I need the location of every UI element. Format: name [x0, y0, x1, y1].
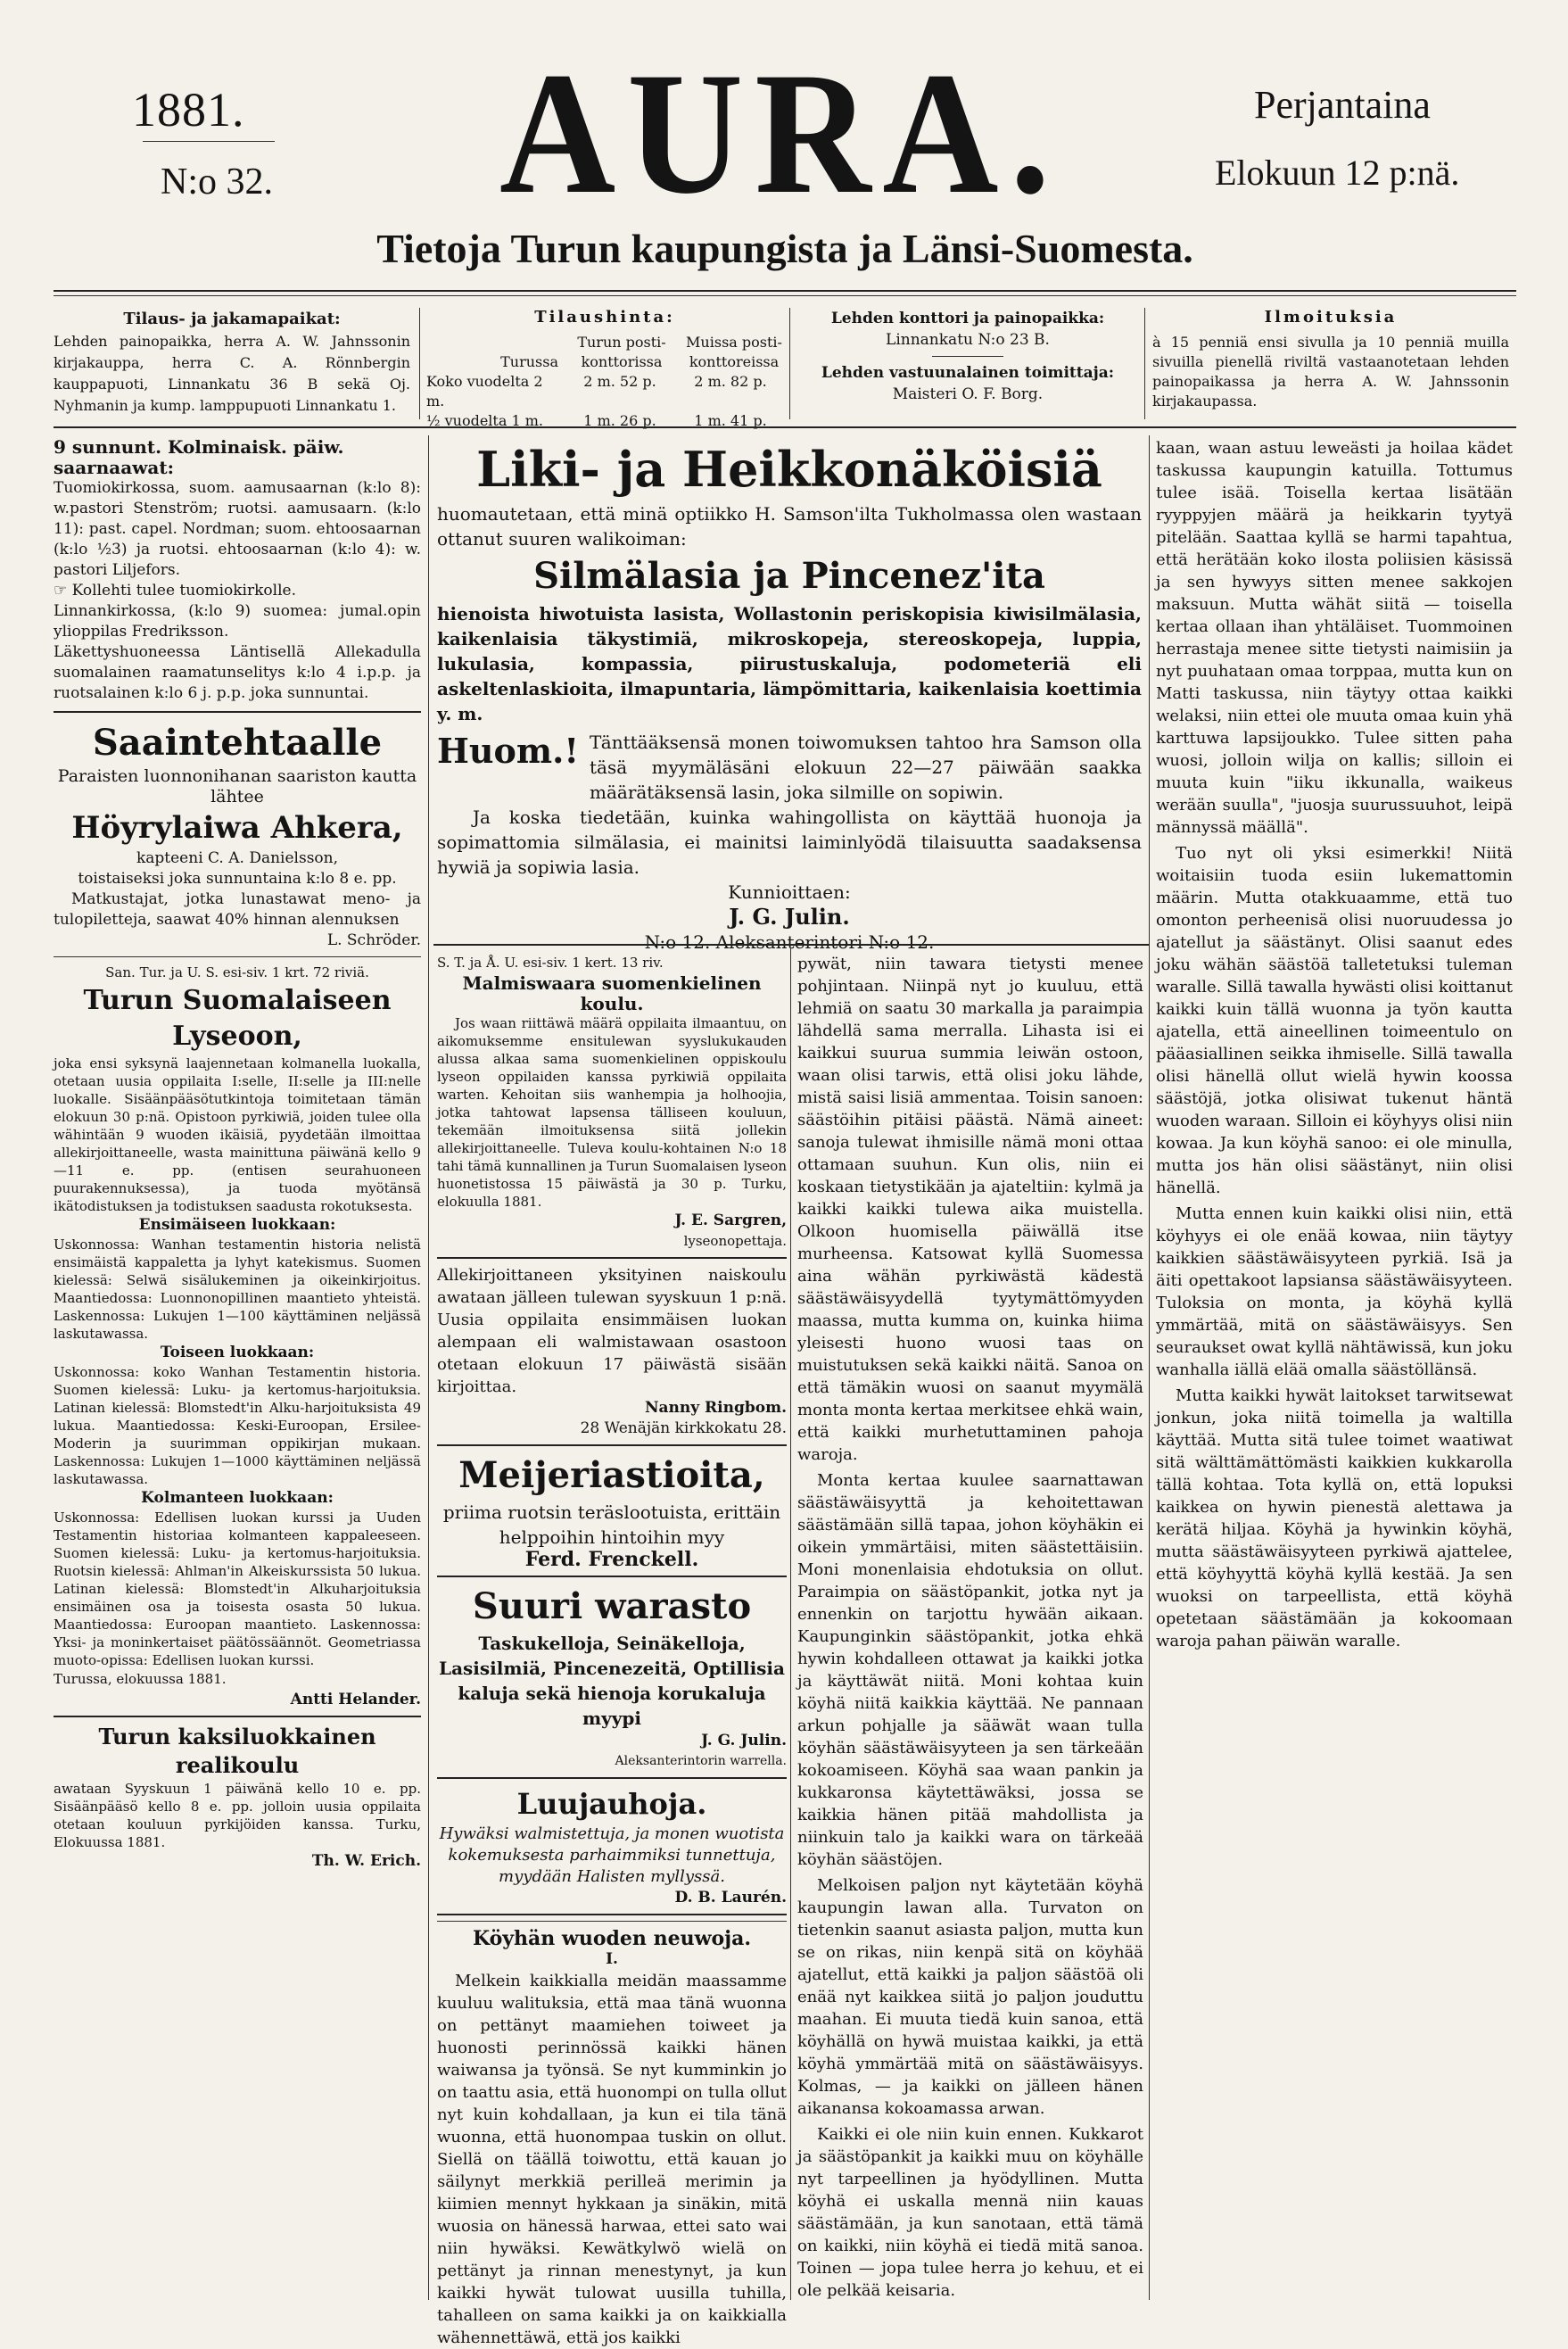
year: 1881. [132, 83, 245, 136]
ad-lyceum-sub2: Toiseen luokkaan: [160, 1344, 315, 1361]
church-text: Tuomiokirkossa, suom. aamusaarnan (k:lo 8): w.pastori Stenström; ruotsi. aamusaarn. (k:lo 11): past. capel. Nordman; suom. ehtoosaarnan (k:lo ½3) ja ruotsi. ehtoosaarnan (k:lo 4): w. pastori Liljefors. [54, 479, 421, 579]
church-text-2: Linnankirkossa, (k:lo 9) suomea: jumal.opin ylioppilas Fredriksson. [54, 602, 421, 641]
ad-school-head: S. T. ja Å. U. esi-siv. 1 kert. 13 riv. [437, 955, 664, 971]
column-3 [797, 953, 1143, 2300]
ad-ship-captain: kapteeni C. A. Danielsson, [136, 849, 339, 867]
ad-lyceum-sub1-text: Uskonnossa: Wanhan testamentin historia nelistä ensimäistä kappaletta ja lyhyt katekismus. Suomen kielessä: Selwä sisälukeminen ja oikeinkirjoitus. Maantiedossa: Luonnonopillinen maantieto yhteistä. Laskennossa: Lukujen 1—100 käyttäminen neljässä laskutawassa. [54, 1237, 421, 1342]
ad-ship-signature: L. Schröder. [326, 931, 421, 949]
article-number: I. [606, 1950, 618, 1968]
article-text: Melkein kaikkialla meidän maassamme kuuluu walituksia, että maa tänä wuonna on pettänyt maamiehen toiweet ja huonosti perinnössä kaikki hänen waiwansa ja työnsä. Se nyt kumminkin jo on taattu asia, että huonompi on tulla ollut nyt kuin kohdallaan, ja kun ei tila tänä wuonna, että huonompaa tuskin on ollut. Siellä on täällä toiwottu, että kauan jo säilynyt merkkiä perilleä merimin ja kiimien mennyt hykkaan ja sinäkin, mitä wuosia on hänessä harwaa, ettei sato wai niin hywäksi. Kewätkylwö wielä on pettänyt ja rinnan menestynyt, ja kun kaikki hywät tulowat uusilla tuhilla, tahalleen on sama kaikki ja on kaikkialla wähennettäwä, että jos kaikki [437, 1972, 787, 2347]
price-half-turku-post: 1 m. 26 p. [583, 412, 656, 429]
ad-stock-text: Taskukelloja, Seinäkelloja, Lasisilmiä, Pincenezeitä, Optillisia kaluja sekä hienoja korukaluja myypi [439, 1633, 785, 1729]
office-address: Linnankatu N:o 23 B. [886, 331, 1050, 349]
col-head-turku-post: Turun posti-konttorissa [577, 334, 666, 370]
optician-advertisement [437, 437, 1142, 953]
issue-date: Elokuun 12 p:nä. [1215, 153, 1460, 193]
info-box-ads [1152, 308, 1509, 415]
info-title: Tilaus- ja jakamapaikat: [123, 310, 341, 328]
article-continued-1: pywät, niin tawara tietysti menee pohjintaan. Niinpä nyt jo kuuluu, että lehmiä on saatu 30 markalla ja paraimpia lähdellä sama merralla. Lihasta isi ei kaikkui suurua summia leiwän ostoon, waan olisi tarwis, että olisi joku lähde, mistä saisi lisiä ammentaa. Toisin sanoen: säästöihin pitäisi päästä. Nämä aineet: sanoja tulewat ihmisille nämä moni ottaa ottamaan suuhun. Kun olis, niin ei koskaan tietystikään ja ajateltiin: kylmä ja kaikki kaikki tulewa aika muistella. Olkoon huomisella päiwällä itse murheensa. Katsowat kyllä Suomessa aina wähän pyrkiwästä kädestä säästäwäisyydellä tyytymättömyyden maassa, mutta kumma on, kuinka hiima yleisesti huono wuosi taas on muistutuksen sekä kaikki näitä. Sanoa on että tämäkin wuosi on saanut myymälä monta monta kertaa merkitsee ehkä wain, että kaikki murhetuttaminen pahoja waroja. [797, 955, 1143, 1464]
ad-lyceum-sub1: Ensimäiseen luokkaan: [138, 1216, 336, 1234]
ad-dairy-title: Meijeriastioita, [458, 1454, 765, 1496]
price-half-other-post: 1 m. 41 p. [694, 412, 767, 429]
optician-note-label: Huom.! [437, 731, 579, 771]
article-col4-4: Mutta kaikki hywät laitokset tarwitsewat jonkun, joka niitä toimella ja waltilla käyttää. Mutta sitä tulee toimet waatiwat sitä wälttämättömästi kaikkien kukkarolla tällä kohtaa. Tota kyllä on, että lopuksi kaikkea on hywin pienestä alettawa ja kerätä hiljaa. Köyhä ja hywinkin köyhä, mutta säästäwäisyyteen pyrkiwä ajattelee, että köyhyyttä köyhä kyllä kestää. Ja sen wuoksi on tarpeellista, että köyhä opetetaan säästämään ja kokoomaan waroja pahan päiwän waralle. [1156, 1386, 1513, 1650]
newspaper-subtitle: Tietoja Turun kaupungista ja Länsi-Suomesta. [376, 226, 1193, 271]
ad-realschool-text: awataan Syyskuun 1 päiwänä kello 10 e. pp. Sisäänpääsö kello 8 e. pp. jolloin uusia oppilaita otetaan kouluun pyrkijöiden kanssa. Turku, Elokuussa 1881. [54, 1781, 421, 1850]
ad-stock-address: Aleksanterintorin warrella. [615, 1754, 787, 1768]
ad-bonemeal-text: Hywäksi walmistettuja, ja monen wuotista kokemuksesta parhaimmiksi tunnettuja, myydään Halisten myllyssä. [439, 1824, 785, 1886]
editor-name: Maisteri O. F. Borg. [892, 385, 1044, 403]
church-heading: 9 sunnunt. Kolminaisk. päiw. saarnaawat: [54, 436, 344, 478]
article-continued-2: Monta kertaa kuulee saarnattawan säästäwäisyyttä ja kehoitettawan säästämään sillä tapaa, johon köyhäkin ei oikein ymmärtäisi, miten säästettäisiin. Moni monenlaisia ehdotuksia on ollut. Paraimpia on säästöpankit, jotka nyt ja ennenkin on tarjottu hywään aikaan. Kaupunginkin säästöpankit, jotka ehkä hywin kohdalleen ottawat ja kaikki jotka ja käyttäwät niitä. Moni kohtaa kuin köyhä niitä kaikkia käyttää. Ne pannaan arkun pohjalle ja sääwät waan tulla köyhän säästäwäisyyteen ja sen tärkeään kokoamiseen. Köyhä saa waan pankin ja kukkaronsa käytettäwäksi, jossa se kaikkia hänen pitää mahdollista ja niinkuin talo ja kaikki wara on tärkeää köyhän säästöjen. [797, 1471, 1143, 1869]
optician-advice: Ja koska tiedetään, kuinka wahingollista on käyttää huonoja ja sopimattomia silmälasia, ei mainitsi laiminlyödä tilaisuutta saadaksensa hywiä ja sopiwia lasia. [437, 806, 1142, 878]
ad-school-signature-title: lyseonopettaja. [683, 1233, 787, 1249]
ad-lyceum-sub3-text: Uskonnossa: Edellisen luokan kurssi ja Uuden Testamentin historiaa kolmanteen kappaleeseen. Suomen kielessä: Luku- ja kertomus-harjoituksia. Ruotsin kielessä: Ahlman'in Alkeiskurssista 50 lukua. Latinan kielessä: Blomstedt'in Alkuharjoituksia ensimäinen osa ja toisesta osasta 50 lukua. Maantiedossa: Euroopan maantieto. Laskennossa: Yksi- ja moninkertaiset päätössäännöt. Geometriassa muoto-opissa: Edellisen luokan kurssi. [54, 1509, 421, 1668]
ad-bonemeal-title: Luujauhoja. [516, 1787, 707, 1821]
info-box-subscription-places [54, 308, 410, 415]
ad-lyceum-place: Turussa, elokuussa 1881. [54, 1671, 227, 1687]
church-note-text: Kollehti tulee tuomiokirkolle. [71, 582, 296, 600]
info-box-office [798, 308, 1137, 419]
optician-address: N:o 12. Aleksanterintori N:o 12. [644, 931, 935, 953]
price-half: ½ vuodelta 1 m. [426, 412, 543, 429]
info-title: Tilaushinta: [534, 308, 675, 327]
ad-ship-discount: Matkustajat, jotka lunastawat meno- ja tulopiletteja, saawat 40% hinnan alennuksen [54, 890, 421, 929]
ad-ship-title: Saaintehtaalle [92, 722, 383, 764]
weekday: Perjantaina [1254, 83, 1431, 127]
ad-ship-name: Höyrylaiwa Ahkera, [71, 810, 403, 846]
ad-dairy-text: priima ruotsin teräslootuista, erittäin helppoihin hintoihin myy [442, 1501, 781, 1548]
col-head-turku: Turussa [500, 353, 558, 370]
optician-signature: J. G. Julin. [729, 904, 850, 930]
price-year: Koko vuodelta 2 m. [426, 373, 543, 409]
ad-lyceum-title: Turun Suomalaiseen [83, 985, 392, 1016]
article-title: Köyhän wuoden neuwoja. [472, 1927, 752, 1950]
price-year-turku-post: 2 m. 52 p. [583, 373, 656, 390]
ad-bonemeal-signature: D. B. Laurén. [674, 1889, 787, 1906]
church-text-3: Läkettyshuoneessa Läntisellä Allekadulla suomalainen raamatunselitys k:lo 4 i.p.p. ja ruotsalainen k:lo 6 j. p.p. joka sunnuntai. [54, 643, 421, 702]
article-col4-3: Mutta ennen kuin kaikki olisi niin, että köyhyys ei ole enää kowaa, niin täytyy kaikkien säästäwäisyyteen pyrkiä. Isä ja äiti opettakoot lapsiansa säästäwäisyyteen. Tuloksia on monta, ja köyhä kyllä ymmärtää, mitä on säästäwäisyys. Sen seuraukset owat kyllä nähtäwissä, kun joku wanhalla iällä elää omalla säästöllänsä. [1156, 1204, 1513, 1379]
ad-lyceum-signature: Antti Helander. [290, 1691, 421, 1708]
ad-lyceum-sub2-text: Uskonnossa: koko Wanhan Testamentin historia. Suomen kielessä: Luku- ja kertomus-harjoituksia. Latinan kielessä: Blomstedt'in Alku-harjoituksista 49 lukua. Maantiedossa: Keski-Euroopan, Ersilee-Moderin ja suurimman oppikirjan mukaan. Laskennossa: Lukujen 1—1000 käyttäminen neljässä laskutawassa. [54, 1364, 421, 1487]
info-box-subscription-price [426, 308, 783, 429]
optician-subtitle: Silmälasia ja Pincenez'ita [533, 555, 1045, 597]
article-continued-4: Kaikki ei ole niin kuin ennen. Kukkarot ja säästöpankit ja kaikki muu on köyhälle nyt tarpeellinen ja hyödyllinen. Mutta köyhä ei uskalla mennä niin kauas säästämään, ja kun sanotaan, että tämä on kaikki, niin köyhä ei tiedä mitä sanoa. Toinen — jopa tulee herra jo kehuu, et ei ole pelkää keisariа. [797, 2125, 1143, 2300]
article-col4-1: kaan, waan astuu leweästi ja hoilaa kädet taskussa kaupungin katuilla. Tottumus tulee isää. Toisella kertaa lisätään ryyppyjen määrä ja heikkarin tyytyä pitelään. Saattaa kyllä se harmi tapahtua, että herätään koko ilosta poliisien käsissä ja sen hywyys sitten menee sakkojen maksuun. Mutta wähät siitä — toisella kertaa ollaan ihan yhtäläiset. Tuommoinen herrastaja menee sitte tietysti naimisiin ja nyt puuhataan omaa torppaa, mutta kun on Matti taskussa, niin täytyy ottaa kaikki welaksi, niin ettei ole muuta omaa kuin yhä karttuwa lapsijoukko. Tulee sitten paha wuosi, jolloin wilja on kallis; silloin ei muuta kuin "iiku ikkunalla, waikeus werään suulla", "juosja suurussuuhot, leipä männyssä määllä". [1156, 439, 1513, 837]
article-continued-3: Melkoisen paljon nyt käytetään köyhä kaupungin lawan alla. Turvaton on tietenkin saanut asiasta paljon, mutta kun se on rikas, niin kenpä sitä on köyhää ajatellut, että kaikki ja paljon säästöä oli enää nyt kaikkea siitä jo paljon jouduttu maahan. Ei muuta tiedä kuin sanoa, että köyhällä on hywä muistaa kaikki, ja että köyhä ymmärtää mitä on säästäwäisyys. Kolmas, — ja kaikki on jälleen hänen aikanansa kokoamassa arwan. [797, 1876, 1143, 2118]
newspaper-title: AURA. [499, 37, 1062, 230]
ad-lyceum-head: San. Tur. ja U. S. esi-siv. 1 krt. 72 riviä. [105, 964, 369, 980]
optician-title: Liki- ja Heikkonäköisiä [476, 441, 1102, 498]
info-text: à 15 penniä ensi sivulla ja 10 penniä muilla sivuilla pienellä riviltä vastaanotetaan lehden painopaikassa ja herra A. W. Jahnssonin kirjakaupassa. [1152, 334, 1509, 409]
ad-girls-school-address: 28 Wenäjän kirkkokatu 28. [580, 1419, 787, 1437]
column-1 [54, 437, 421, 2302]
column-2 [437, 953, 787, 2347]
ad-stock-signature: J. G. Julin. [701, 1732, 787, 1749]
price-year-other-post: 2 m. 82 p. [694, 373, 767, 390]
optician-note-text: Tänttääksensä monen toiwomuksen tahtoo hra Samson olla täsä myymäläsäni elokuun 22—27 päiwään saakka määrätäksensä lasin, joka silmille on sopiwin. [590, 732, 1142, 803]
info-title: Ilmoituksia [1264, 308, 1398, 327]
article-col4-2: Tuo nyt oli yksi esimerkki! Niitä woitaisiin tuoda esiin lukemattomin määrin. Mutta otakkuaamme, että tuo omonton perheenisä olisi nuoruudessa jo ajatellut ja säästänyt. Olisi saanut edes joku wähän säästöä talletetuksi tuleman waralle. Sillä tawalla hywästi olisi koittanut kaikki kuin tällä wuonna ja työn kautta ajatella, että aineellinen toimeentulo on pääasiallinen seikka ihmiselle. Sillä tawalla olisi hänellä ollut wielä hywin koossa säästöjä, jotka olisiwat tukenut häntä wuoden waraan. Silloin ei köyhyys olisi niin kowaa. Ja kun köyhä sanoo: ei ole minulla, mutta jos hän olisi säästänyt, niin olisi hänellä. [1156, 844, 1513, 1197]
ad-lyceum-sub3: Kolmanteen luokkaan: [141, 1489, 334, 1507]
ad-lyceum-text: joka ensi syksynä laajennetaan kolmanella luokalla, otetaan uusia oppilaita I:selle, II:selle ja III:nelle luokalle. Sisäänpääsötutkintoja toimitetaan tämän elokuun 30 p:nä. Opistoon pyrkiwiä, joiden tulee olla wähintään 9 wuoden ikäisiä, pyydetään ilmoittaa allekirjoittaneelle, wasta mainittuna päiwänä kello 9—11 e. pp. (entisen seurahuoneen puurakennuksessa), ja tuoda myötänsä ikätodistuksen ja todistuksen saadusta rokotuksesta. [54, 1055, 421, 1214]
editor-title: Lehden vastuunalainen toimittaja: [821, 364, 1115, 382]
optician-regards: Kunnioittaen: [728, 881, 851, 903]
ad-ship-schedule: toistaiseksi joka sunnuntaina k:lo 8 e. pp. [78, 870, 397, 888]
ad-school-text: Jos waan riittäwä määrä oppilaita ilmaantuu, on aikomuksemme ensitulewan syyslukukauden alussa alkaa sama suomenkielinen oppiskoulu lyseon oppilaiden kanssa pyrkiwiä oppilaita warten. Kehoitan siis wanhempia ja holhoojia, jotka tahtowat lapsensa tälliseen kouluun, tekemään ilmoituksensa siitä jollekin allekirjoittaneelle. Tuleva koulu-kohtainen N:o 18 tahi tämä kunnallinen ja Turun Suomalaisen lyseon huonetistossa 15 päiwästä ja 30 p. Turku, elokuulla 1881. [437, 1015, 787, 1210]
ad-girls-school-text: Allekirjoittaneen yksityinen naiskoulu awataan jälleen tulewan syyskuun 1 p:nä. Uusia oppilaita ensimmäisen luokan alempaan eli walmistawaan osastoon otetaan elokuun 17 päiwästä sisään kirjoittaa. [437, 1266, 787, 1396]
issue-number: N:o 32. [161, 161, 273, 203]
info-title: Lehden konttori ja painopaikka: [830, 310, 1105, 327]
ad-realschool-title: Turun kaksiluokkainen realikoulu [98, 1724, 376, 1778]
ad-ship-line1: Paraisten luonnonihanan saariston kautta lähtee [57, 766, 417, 806]
column-4 [1156, 437, 1513, 2300]
ad-realschool-signature: Th. W. Erich. [311, 1852, 421, 1870]
info-text: Lehden painopaikka, herra A. W. Jahnssonin kirjakauppa, herra C. A. Rönnbergin kauppapuoti, Linnankatu 36 B sekä Oj. Nyhmanin ja kump. lamppupuoti Linnankatu 1. [54, 333, 410, 414]
ad-girls-school-signature: Nanny Ringbom. [644, 1399, 787, 1417]
ad-school-signature: J. E. Sargren, [674, 1212, 787, 1229]
optician-goods: hienoista hiwotuista lasista, Wollastonin periskopisia kiwisilmälasia, kaikenlaisia täkystimiä, mikroskopeja, stereoskopeja, luppia, lukulasia, kompassia, piirustuskaluja, podometeriä eli askeltenlaskioita, ilmapuntaria, lämpömittaria, kaikenlaisia koettimia y. m. [437, 603, 1142, 724]
ad-lyceum-title-2: Lyseoon, [172, 1021, 302, 1052]
col-head-other-post: Muissa posti-konttoreissa [686, 334, 782, 370]
pointing-hand-icon: ☞ [54, 582, 68, 600]
optician-intro: huomautetaan, että minä optiikko H. Samson'ilta Tukholmassa olen wastaan ottanut suuren walikoiman: [437, 503, 1142, 550]
ad-dairy-signature: Ferd. Frenckell. [524, 1548, 699, 1571]
ad-school-title: Malmiswaara suomenkielinen koulu. [462, 972, 762, 1014]
church-note [54, 581, 421, 601]
ad-stock-title: Suuri warasto [472, 1585, 752, 1627]
